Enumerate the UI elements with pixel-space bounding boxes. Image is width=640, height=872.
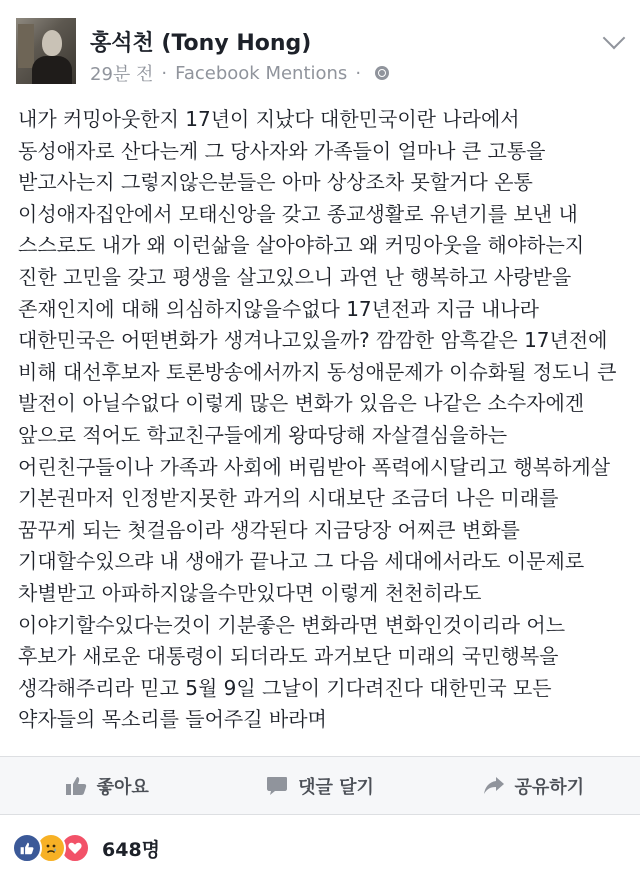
reaction-count[interactable]: 648명 <box>102 838 161 861</box>
comment-icon <box>266 776 288 796</box>
globe-icon <box>375 66 389 80</box>
like-button[interactable] <box>0 757 213 814</box>
like-label: 좋아요 <box>96 776 149 798</box>
post-time[interactable]: 29분 전 <box>90 64 154 85</box>
share-button[interactable] <box>427 757 640 814</box>
share-label: 공유하기 <box>514 776 585 798</box>
avatar[interactable] <box>16 18 76 84</box>
thumbs-up-icon <box>65 776 87 796</box>
like-reaction-icon <box>12 833 42 863</box>
chevron-down-icon[interactable] <box>603 27 626 50</box>
post-source[interactable]: Facebook Mentions <box>175 62 348 84</box>
meta-separator: · <box>355 62 362 84</box>
author-name[interactable]: 홍석천 (Tony Hong) <box>90 31 312 56</box>
reaction-summary[interactable] <box>12 830 160 866</box>
meta-separator: · <box>161 62 168 84</box>
share-icon <box>483 776 505 796</box>
comment-label: 댓글 달기 <box>298 776 374 798</box>
post-body: 내가 커밍아웃한지 17년이 지났다 대한민국이란 나라에서 동성애자로 산다는게 그 당사자와 가족들이 얼마나 큰 고통을 받고사는지 그렇지않은분들은 아마 상상조차 못할거다 온통 이성애자집안에서 모태신앙을 갖고 종교생활로 유년기를 보낸 내 스스로도 내가 왜 이런삶을 살아야하고 왜 커밍아웃을 해야하는지 진한 고민을 갖고 평생을 살고있으니 과연 난 행복하고 사랑받을 존재인지에 대해 의심하지않을수없다 17년전과 지금 내나라 대한민국은 어떤변화가 생겨나고있을까? 깜깜한 암흑같은 17년전에 비해 대선후보자 토론방송에서까지 동성애문제가 이슈화될 정도니 큰 발전이 아닐수없다 이렇게 많은 변화가 있음은 나같은 소수자에겐 앞으로 적어도 학교친구들에게 왕따당해 자살결심을하는 어린친구들이나 가족과 사회에 버림받아 폭력에시달리고 행복하게살 기본권마저 인정받지못한 과거의 시대보단 조금더 나은 미래를 꿈꾸게 되는 첫걸음이라 생각된다 지금당장 어찌큰 변화를 기대할수있으랴 내 생애가 끝나고 그 다음 세대에서라도 이문제로 차별받고 아파하지않을수만있다면 이렇게 천천히라도 이야기할수있다는것이 기분좋은 변화라면 변화인것이리라 어느 후보가 새로운 대통령이 되더라도 과거보단 미래의 국민행복을 생각해주리라 믿고 5월 9일 그날이 기다려진다 대한민국 모든 약자들의 목소리를 들어주길 바라며 <box>18 107 617 732</box>
action-bar <box>0 756 640 815</box>
post-header <box>0 0 640 96</box>
comment-button[interactable] <box>213 757 426 814</box>
post-meta <box>90 60 389 86</box>
